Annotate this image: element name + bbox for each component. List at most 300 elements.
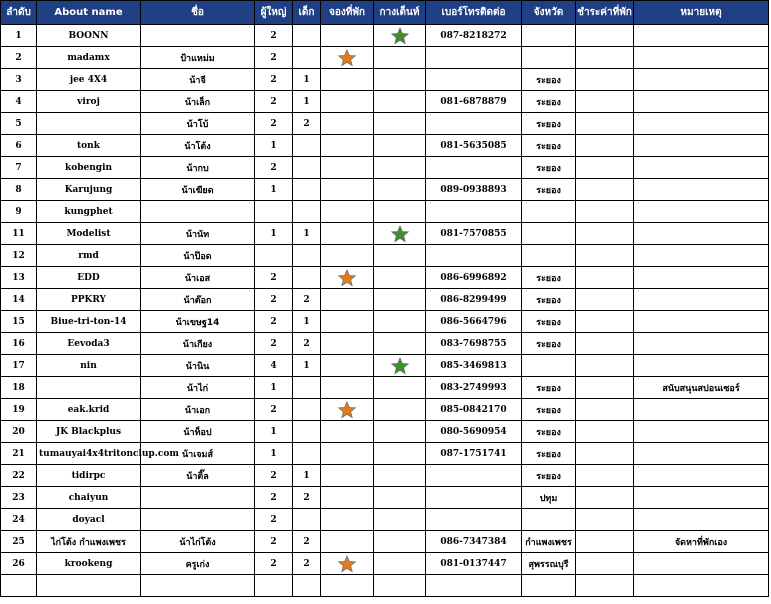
cell-booking[interactable] [321, 289, 374, 311]
cell-province[interactable] [522, 245, 576, 267]
cell-province[interactable]: ระยอง [522, 377, 576, 399]
cell-province[interactable] [522, 355, 576, 377]
cell-note[interactable] [634, 421, 769, 443]
cell-adult[interactable]: 2 [255, 25, 293, 47]
cell-province[interactable]: ระยอง [522, 179, 576, 201]
cell-name[interactable]: น้าโบ้ [141, 113, 255, 135]
col-header-name[interactable]: ชื่อ [141, 1, 255, 25]
cell-about-name[interactable]: doyacl [37, 509, 141, 531]
cell-no[interactable]: 6 [1, 135, 37, 157]
cell-no[interactable]: 9 [1, 201, 37, 223]
cell-paid[interactable] [576, 267, 634, 289]
col-header-paid[interactable]: ชำระค่าที่พัก [576, 1, 634, 25]
cell-name[interactable]: น้าเฆียด [141, 179, 255, 201]
cell-tent[interactable] [374, 267, 426, 289]
cell-adult[interactable]: 2 [255, 157, 293, 179]
cell-no[interactable]: 12 [1, 245, 37, 267]
cell-kid[interactable]: 1 [293, 91, 321, 113]
cell-kid[interactable]: 1 [293, 465, 321, 487]
cell-no[interactable]: 1 [1, 25, 37, 47]
cell-paid[interactable] [576, 399, 634, 421]
cell-name[interactable]: น้าป๊อด [141, 245, 255, 267]
cell-adult[interactable] [255, 575, 293, 597]
cell-about-name[interactable]: rmd [37, 245, 141, 267]
cell-paid[interactable] [576, 135, 634, 157]
cell-booking[interactable] [321, 509, 374, 531]
cell-about-name[interactable] [37, 377, 141, 399]
cell-phone[interactable] [426, 465, 522, 487]
cell-tent[interactable] [374, 487, 426, 509]
cell-adult[interactable]: 2 [255, 69, 293, 91]
cell-kid[interactable] [293, 201, 321, 223]
cell-note[interactable] [634, 25, 769, 47]
col-header-note[interactable]: หมายเหตุ [634, 1, 769, 25]
cell-no[interactable]: 13 [1, 267, 37, 289]
cell-booking[interactable] [321, 421, 374, 443]
cell-no[interactable]: 3 [1, 69, 37, 91]
cell-about-name[interactable] [37, 575, 141, 597]
cell-booking[interactable] [321, 113, 374, 135]
cell-paid[interactable] [576, 157, 634, 179]
cell-note[interactable] [634, 553, 769, 575]
cell-tent[interactable] [374, 223, 426, 245]
cell-phone[interactable] [426, 487, 522, 509]
cell-phone[interactable]: 085-3469813 [426, 355, 522, 377]
cell-adult[interactable]: 1 [255, 377, 293, 399]
cell-booking[interactable] [321, 377, 374, 399]
cell-about-name[interactable]: kungphet [37, 201, 141, 223]
cell-name[interactable]: น้าเกียง [141, 333, 255, 355]
cell-adult[interactable]: 2 [255, 487, 293, 509]
cell-phone[interactable]: 083-7698755 [426, 333, 522, 355]
cell-adult[interactable]: 2 [255, 465, 293, 487]
cell-booking[interactable] [321, 575, 374, 597]
cell-tent[interactable] [374, 201, 426, 223]
cell-adult[interactable]: 1 [255, 421, 293, 443]
cell-adult[interactable]: 2 [255, 399, 293, 421]
cell-phone[interactable] [426, 47, 522, 69]
cell-kid[interactable]: 2 [293, 487, 321, 509]
cell-tent[interactable] [374, 135, 426, 157]
cell-tent[interactable] [374, 377, 426, 399]
cell-tent[interactable] [374, 289, 426, 311]
cell-booking[interactable] [321, 333, 374, 355]
cell-province[interactable] [522, 25, 576, 47]
cell-about-name[interactable]: EDD [37, 267, 141, 289]
cell-about-name[interactable]: Modelist [37, 223, 141, 245]
cell-province[interactable]: ระยอง [522, 421, 576, 443]
cell-booking[interactable] [321, 201, 374, 223]
cell-phone[interactable]: 081-7570855 [426, 223, 522, 245]
cell-province[interactable] [522, 575, 576, 597]
cell-paid[interactable] [576, 531, 634, 553]
cell-province[interactable]: ระยอง [522, 289, 576, 311]
cell-about-name[interactable]: PPKRY [37, 289, 141, 311]
cell-about-name[interactable]: Karujung [37, 179, 141, 201]
cell-note[interactable] [634, 91, 769, 113]
cell-kid[interactable] [293, 575, 321, 597]
cell-about-name[interactable]: tumauyai4x4tritonclup.com [37, 443, 141, 465]
cell-phone[interactable]: 086-6996892 [426, 267, 522, 289]
cell-note[interactable] [634, 333, 769, 355]
cell-paid[interactable] [576, 289, 634, 311]
cell-kid[interactable]: 2 [293, 333, 321, 355]
cell-name[interactable]: น้าเจมส์ [141, 443, 255, 465]
cell-paid[interactable] [576, 25, 634, 47]
col-header-adult[interactable]: ผู้ใหญ่ [255, 1, 293, 25]
cell-province[interactable] [522, 223, 576, 245]
cell-name[interactable]: น้าท็อป [141, 421, 255, 443]
cell-phone[interactable]: 081-0137447 [426, 553, 522, 575]
cell-booking[interactable] [321, 267, 374, 289]
cell-adult[interactable]: 2 [255, 531, 293, 553]
cell-tent[interactable] [374, 157, 426, 179]
cell-tent[interactable] [374, 575, 426, 597]
cell-paid[interactable] [576, 69, 634, 91]
cell-province[interactable]: ระยอง [522, 157, 576, 179]
cell-no[interactable]: 24 [1, 509, 37, 531]
cell-name[interactable]: น้ากบ [141, 157, 255, 179]
cell-adult[interactable]: 2 [255, 553, 293, 575]
cell-about-name[interactable]: tonk [37, 135, 141, 157]
cell-note[interactable] [634, 465, 769, 487]
col-header-booking[interactable]: จองที่พัก [321, 1, 374, 25]
cell-booking[interactable] [321, 553, 374, 575]
cell-about-name[interactable]: chaiyun [37, 487, 141, 509]
cell-province[interactable]: สุพรรณบุรี [522, 553, 576, 575]
cell-adult[interactable]: 1 [255, 179, 293, 201]
cell-note[interactable] [634, 113, 769, 135]
cell-name[interactable] [141, 509, 255, 531]
cell-tent[interactable] [374, 465, 426, 487]
cell-tent[interactable] [374, 333, 426, 355]
cell-name[interactable]: น้าไก่ [141, 377, 255, 399]
cell-paid[interactable] [576, 113, 634, 135]
cell-phone[interactable]: 087-8218272 [426, 25, 522, 47]
cell-note[interactable] [634, 135, 769, 157]
cell-no[interactable]: 4 [1, 91, 37, 113]
cell-kid[interactable]: 1 [293, 355, 321, 377]
cell-about-name[interactable]: ไก่โต้ง กำแพงเพชร [37, 531, 141, 553]
cell-province[interactable] [522, 201, 576, 223]
cell-booking[interactable] [321, 179, 374, 201]
cell-note[interactable] [634, 399, 769, 421]
cell-kid[interactable] [293, 25, 321, 47]
cell-note[interactable] [634, 179, 769, 201]
cell-tent[interactable] [374, 179, 426, 201]
cell-adult[interactable]: 2 [255, 47, 293, 69]
cell-about-name[interactable]: kobengin [37, 157, 141, 179]
cell-paid[interactable] [576, 311, 634, 333]
cell-kid[interactable] [293, 399, 321, 421]
cell-province[interactable]: ระยอง [522, 91, 576, 113]
cell-tent[interactable] [374, 399, 426, 421]
cell-tent[interactable] [374, 311, 426, 333]
cell-phone[interactable] [426, 245, 522, 267]
cell-kid[interactable] [293, 509, 321, 531]
cell-booking[interactable] [321, 355, 374, 377]
cell-no[interactable]: 22 [1, 465, 37, 487]
cell-kid[interactable] [293, 135, 321, 157]
cell-province[interactable]: ระยอง [522, 267, 576, 289]
cell-tent[interactable] [374, 509, 426, 531]
cell-phone[interactable]: 083-2749993 [426, 377, 522, 399]
cell-name[interactable]: น้าติ๊ล [141, 465, 255, 487]
cell-phone[interactable]: 089-0938893 [426, 179, 522, 201]
cell-tent[interactable] [374, 553, 426, 575]
cell-province[interactable] [522, 509, 576, 531]
cell-name[interactable] [141, 575, 255, 597]
cell-adult[interactable]: 2 [255, 333, 293, 355]
cell-no[interactable]: 7 [1, 157, 37, 179]
cell-province[interactable]: ระยอง [522, 399, 576, 421]
cell-note[interactable] [634, 355, 769, 377]
cell-name[interactable]: น้าต๊อก [141, 289, 255, 311]
cell-province[interactable]: ปทุม [522, 487, 576, 509]
cell-no[interactable]: 21 [1, 443, 37, 465]
cell-no[interactable] [1, 575, 37, 597]
green-star-icon [391, 225, 409, 243]
cell-tent[interactable] [374, 69, 426, 91]
cell-no[interactable]: 23 [1, 487, 37, 509]
cell-adult[interactable]: 2 [255, 267, 293, 289]
cell-name[interactable]: น้าเอส [141, 267, 255, 289]
cell-kid[interactable] [293, 179, 321, 201]
cell-kid[interactable]: 1 [293, 311, 321, 333]
cell-name[interactable] [141, 201, 255, 223]
cell-booking[interactable] [321, 487, 374, 509]
cell-tent[interactable] [374, 421, 426, 443]
cell-paid[interactable] [576, 377, 634, 399]
cell-name[interactable]: น้านัท [141, 223, 255, 245]
cell-about-name[interactable]: nin [37, 355, 141, 377]
cell-province[interactable]: ระยอง [522, 311, 576, 333]
cell-phone[interactable] [426, 113, 522, 135]
cell-province[interactable]: กำแพงเพชร [522, 531, 576, 553]
cell-name[interactable]: น้าเขษฐ14 [141, 311, 255, 333]
cell-booking[interactable] [321, 465, 374, 487]
cell-paid[interactable] [576, 355, 634, 377]
cell-paid[interactable] [576, 179, 634, 201]
cell-no[interactable]: 26 [1, 553, 37, 575]
cell-booking[interactable] [321, 91, 374, 113]
cell-booking[interactable] [321, 25, 374, 47]
cell-province[interactable]: ระยอง [522, 113, 576, 135]
cell-paid[interactable] [576, 201, 634, 223]
cell-no[interactable]: 2 [1, 47, 37, 69]
cell-phone[interactable] [426, 69, 522, 91]
cell-kid[interactable]: 1 [293, 69, 321, 91]
cell-note[interactable]: จัดหาที่พักเอง [634, 531, 769, 553]
cell-kid[interactable] [293, 157, 321, 179]
cell-province[interactable] [522, 47, 576, 69]
cell-province[interactable]: ระยอง [522, 333, 576, 355]
cell-no[interactable]: 8 [1, 179, 37, 201]
cell-tent[interactable] [374, 47, 426, 69]
cell-adult[interactable]: 2 [255, 509, 293, 531]
col-header-no[interactable]: ลำดับ [1, 1, 37, 25]
cell-adult[interactable]: 2 [255, 113, 293, 135]
cell-paid[interactable] [576, 443, 634, 465]
cell-booking[interactable] [321, 443, 374, 465]
cell-adult[interactable]: 4 [255, 355, 293, 377]
cell-adult[interactable]: 2 [255, 91, 293, 113]
cell-note[interactable] [634, 69, 769, 91]
cell-name[interactable]: น้าจี [141, 69, 255, 91]
cell-name[interactable]: น้านิน [141, 355, 255, 377]
cell-no[interactable]: 15 [1, 311, 37, 333]
cell-no[interactable]: 11 [1, 223, 37, 245]
cell-about-name[interactable]: Eevoda3 [37, 333, 141, 355]
cell-province[interactable]: ระยอง [522, 465, 576, 487]
cell-kid[interactable] [293, 377, 321, 399]
cell-phone[interactable]: 086-8299499 [426, 289, 522, 311]
cell-phone[interactable]: 086-5664796 [426, 311, 522, 333]
cell-phone[interactable]: 081-5635085 [426, 135, 522, 157]
cell-kid[interactable] [293, 267, 321, 289]
cell-kid[interactable]: 2 [293, 553, 321, 575]
cell-booking[interactable] [321, 399, 374, 421]
cell-note[interactable] [634, 289, 769, 311]
cell-kid[interactable] [293, 443, 321, 465]
cell-phone[interactable]: 086-7347384 [426, 531, 522, 553]
cell-booking[interactable] [321, 135, 374, 157]
cell-paid[interactable] [576, 575, 634, 597]
cell-name[interactable]: น้าเอก [141, 399, 255, 421]
cell-booking[interactable] [321, 531, 374, 553]
cell-note[interactable] [634, 47, 769, 69]
cell-booking[interactable] [321, 157, 374, 179]
cell-note[interactable] [634, 575, 769, 597]
cell-name[interactable]: ครูเก่ง [141, 553, 255, 575]
cell-phone[interactable]: 080-5690954 [426, 421, 522, 443]
cell-province[interactable]: ระยอง [522, 69, 576, 91]
cell-name[interactable] [141, 487, 255, 509]
cell-about-name[interactable]: jee 4X4 [37, 69, 141, 91]
cell-kid[interactable]: 1 [293, 223, 321, 245]
cell-booking[interactable] [321, 245, 374, 267]
cell-phone[interactable] [426, 157, 522, 179]
cell-no[interactable]: 17 [1, 355, 37, 377]
cell-phone[interactable]: 081-6878879 [426, 91, 522, 113]
cell-note[interactable] [634, 245, 769, 267]
cell-name[interactable]: น้าโต้ง [141, 135, 255, 157]
cell-note[interactable] [634, 157, 769, 179]
cell-name[interactable]: น้าไก่โต้ง [141, 531, 255, 553]
cell-phone[interactable]: 085-0842170 [426, 399, 522, 421]
cell-phone[interactable]: 087-1751741 [426, 443, 522, 465]
cell-paid[interactable] [576, 465, 634, 487]
cell-province[interactable]: ระยอง [522, 443, 576, 465]
cell-kid[interactable] [293, 421, 321, 443]
cell-paid[interactable] [576, 333, 634, 355]
cell-no[interactable]: 25 [1, 531, 37, 553]
cell-paid[interactable] [576, 553, 634, 575]
cell-no[interactable]: 19 [1, 399, 37, 421]
cell-about-name[interactable]: BOONN [37, 25, 141, 47]
cell-name[interactable] [141, 25, 255, 47]
cell-no[interactable]: 16 [1, 333, 37, 355]
cell-tent[interactable] [374, 113, 426, 135]
cell-tent[interactable] [374, 355, 426, 377]
cell-name[interactable]: ป้าแหม่ม [141, 47, 255, 69]
col-header-phone[interactable]: เบอร์โทรติดต่อ [426, 1, 522, 25]
cell-no[interactable]: 18 [1, 377, 37, 399]
cell-paid[interactable] [576, 223, 634, 245]
cell-about-name[interactable]: tidirpc [37, 465, 141, 487]
cell-note[interactable] [634, 223, 769, 245]
cell-phone[interactable] [426, 201, 522, 223]
col-header-about-name[interactable]: About name [37, 1, 141, 25]
cell-phone[interactable] [426, 575, 522, 597]
cell-adult[interactable]: 1 [255, 443, 293, 465]
cell-adult[interactable]: 2 [255, 311, 293, 333]
cell-note[interactable]: สนับสนุนสปอนเซอร์ [634, 377, 769, 399]
cell-adult[interactable]: 2 [255, 289, 293, 311]
cell-about-name[interactable]: JK Blackplus [37, 421, 141, 443]
cell-note[interactable] [634, 509, 769, 531]
cell-note[interactable] [634, 201, 769, 223]
cell-tent[interactable] [374, 25, 426, 47]
cell-about-name[interactable]: viroj [37, 91, 141, 113]
cell-note[interactable] [634, 487, 769, 509]
cell-tent[interactable] [374, 245, 426, 267]
cell-no[interactable]: 14 [1, 289, 37, 311]
cell-adult[interactable]: 1 [255, 135, 293, 157]
cell-about-name[interactable]: madamx [37, 47, 141, 69]
cell-adult[interactable] [255, 245, 293, 267]
cell-paid[interactable] [576, 509, 634, 531]
table-row [1, 553, 769, 575]
cell-kid[interactable] [293, 245, 321, 267]
cell-note[interactable] [634, 311, 769, 333]
cell-tent[interactable] [374, 91, 426, 113]
cell-booking[interactable] [321, 47, 374, 69]
cell-about-name[interactable]: Biue-tri-ton-14 [37, 311, 141, 333]
cell-booking[interactable] [321, 69, 374, 91]
cell-adult[interactable]: 1 [255, 223, 293, 245]
cell-note[interactable] [634, 267, 769, 289]
cell-tent[interactable] [374, 443, 426, 465]
cell-adult[interactable] [255, 201, 293, 223]
cell-paid[interactable] [576, 91, 634, 113]
cell-booking[interactable] [321, 311, 374, 333]
col-header-tent[interactable]: กางเต็นท์ [374, 1, 426, 25]
cell-note[interactable] [634, 443, 769, 465]
cell-kid[interactable]: 2 [293, 289, 321, 311]
cell-paid[interactable] [576, 487, 634, 509]
cell-tent[interactable] [374, 531, 426, 553]
cell-kid[interactable] [293, 47, 321, 69]
cell-no[interactable]: 5 [1, 113, 37, 135]
cell-paid[interactable] [576, 421, 634, 443]
cell-about-name[interactable]: krookeng [37, 553, 141, 575]
col-header-province[interactable]: จังหวัด [522, 1, 576, 25]
cell-about-name[interactable] [37, 113, 141, 135]
table-row [1, 531, 769, 553]
cell-paid[interactable] [576, 245, 634, 267]
col-header-kid[interactable]: เด็ก [293, 1, 321, 25]
cell-name[interactable]: น้าเล็ก [141, 91, 255, 113]
cell-about-name[interactable]: eak.krid [37, 399, 141, 421]
cell-kid[interactable]: 2 [293, 531, 321, 553]
cell-booking[interactable] [321, 223, 374, 245]
cell-phone[interactable] [426, 509, 522, 531]
cell-kid[interactable]: 2 [293, 113, 321, 135]
cell-paid[interactable] [576, 47, 634, 69]
cell-no[interactable]: 20 [1, 421, 37, 443]
cell-province[interactable]: ระยอง [522, 135, 576, 157]
